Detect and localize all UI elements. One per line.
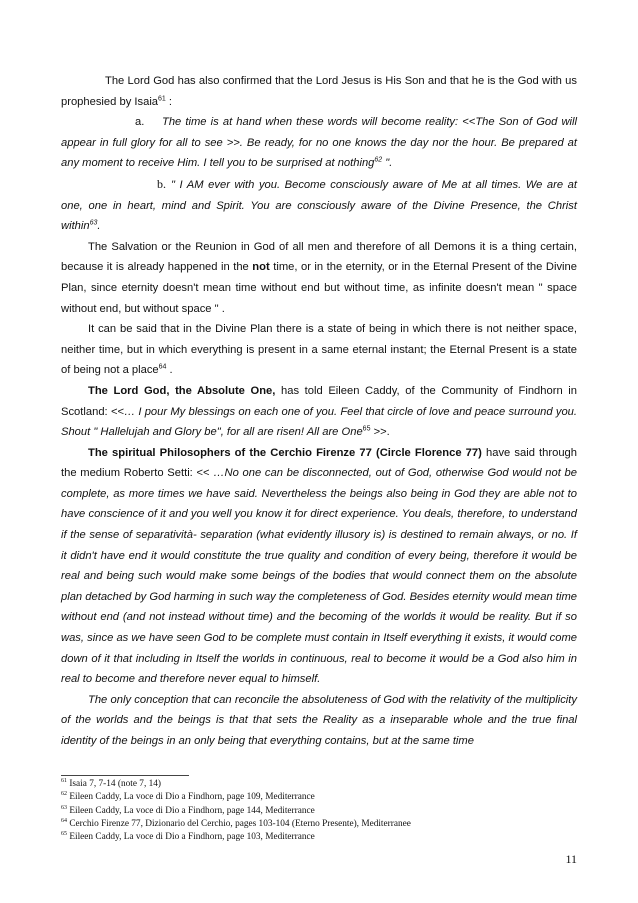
footnote-ref-64: 64 bbox=[158, 363, 167, 371]
quote-text: <<… I pour My blessings on each one of you. Feel that circle of love and peace surround you. Shout " Hallelujah and Glory be", for all are risen! All are One bbox=[61, 405, 577, 439]
footnote-text: Eileen Caddy, La voce di Dio a Findhorn, page 103, Mediterrance bbox=[69, 832, 315, 843]
footnotes bbox=[61, 778, 577, 844]
paragraph-text: time, or in the eternity, or in the Eternal Present of the Divine Plan, since eternity doesn't mean time without end but without time, as infinite doesn't mean " space without end, but without space " . bbox=[61, 261, 577, 315]
paragraph-only-conception bbox=[61, 690, 577, 752]
footnote-text: Cerchio Firenze 77, Dizionario del Cerchio, pages 103-104 (Eterno Presente), Mediterranee bbox=[69, 818, 411, 829]
footnote-number: 64 bbox=[61, 817, 67, 824]
punctuation: . bbox=[97, 220, 101, 233]
paragraph-lord-god-son bbox=[61, 71, 577, 112]
punctuation: ". bbox=[382, 157, 393, 170]
footnote-63 bbox=[61, 805, 577, 818]
footnote-number: 61 bbox=[61, 777, 67, 784]
paragraph-text: have said through the medium Roberto Setti: << bbox=[61, 446, 577, 480]
paragraph-text: The Lord God has also confirmed that the Lord Jesus is His Son and that he is the God with us prophesied by Isaia bbox=[61, 75, 577, 108]
footnote-65 bbox=[61, 831, 577, 844]
footnote-text: Isaia 7, 7-14 (note 7, 14) bbox=[69, 779, 161, 789]
punctuation: . bbox=[166, 364, 173, 377]
paragraph-absolute-one bbox=[61, 381, 577, 443]
footnote-number: 65 bbox=[61, 831, 67, 838]
paragraph-text: has told Eileen Caddy, of the Community of Findhorn in Scotland: bbox=[61, 384, 577, 418]
list-item-text: The time is at hand when these words will become reality: <<The Son of God will appear in full glory for all to see >>. Be ready, for no one knows the day nor the hour. Be prepared at any moment to receive Him. I tell you to be surprised at nothing bbox=[61, 116, 577, 170]
paragraph-text: It can be said that in the Divine Plan there is a state of being in which there is not neither space, neither time, but in which everything is present in a same eternal instant; the Eternal Present is a state of being not a place bbox=[61, 323, 577, 377]
quote-text: …No one can be disconnected, out of God, otherwise God would not be complete, as more times we have said. Nevertheless the beings also being in God they are able not to have conscience of it and you well you know it for direct experience. You deals, therefore, to understand if the sense of separatività- separation (what evidently illusory is) is destined to remain always, or no. If it didn't have end it would constitute the true quality and condition of every being, therefore it would be real and being such would make some beings of the bodies that would connect them on the absolute plan detached by God harming in such way the completeness of God. Besides eternity would mean time without end (and not instead without time) and the becoming of the worlds it would be reality. But if so was, since as we have seen God to be complete must contain in Itself everything it exists, it would come down of it that including in Itself the worlds in continuous, real to become it would be a God also him in real to become and therefore never equal to himself. bbox=[61, 467, 577, 686]
footnote-divider bbox=[61, 775, 189, 776]
bold-phrase: The spiritual Philosophers of the Cerchio Firenze 77 (Circle Florence 77) bbox=[88, 446, 482, 459]
footnote-text: Eileen Caddy, La voce di Dio a Findhorn, page 109, Mediterrance bbox=[69, 792, 315, 803]
footnote-61 bbox=[61, 778, 577, 791]
list-item-text: " I AM ever with you. Become consciously aware of Me at all times. We are at one, one in heart, mind and Spirit. You are consciously aware of the Divine Presence, the Christ within bbox=[61, 178, 577, 233]
bold-phrase: The Lord God, the Absolute One, bbox=[88, 384, 276, 397]
paragraph-salvation bbox=[61, 237, 577, 319]
list-label-a: a. bbox=[135, 116, 145, 129]
paragraph-text: The Salvation or the Reunion in God of all men and therefore of all Demons it is a thing certain, because it is already happened in the bbox=[61, 240, 577, 274]
list-item-a bbox=[61, 112, 577, 174]
bold-word: not bbox=[252, 261, 270, 274]
footnote-62 bbox=[61, 791, 577, 804]
list-label-b: b. bbox=[157, 176, 166, 191]
punctuation: >>. bbox=[373, 426, 390, 439]
footnote-ref-61: 61 bbox=[158, 94, 166, 102]
footnote-ref-63: 63 bbox=[89, 219, 98, 227]
footnote-ref-62: 62 bbox=[374, 156, 383, 164]
list-item-b bbox=[61, 174, 577, 237]
quote-text: The only conception that can reconcile the absoluteness of God with the relativity of the multiplicity of the worlds and the beings is that that sets the Reality as a inseparable whole and the true final identity of the beings in an only being that everything contains, but at the same time bbox=[61, 693, 577, 747]
footnote-64 bbox=[61, 818, 577, 831]
footnote-text: Eileen Caddy, La voce di Dio a Findhorn, page 144, Mediterrance bbox=[69, 805, 315, 816]
page-number: 11 bbox=[565, 852, 577, 866]
footnote-ref-65: 65 bbox=[362, 425, 371, 433]
punctuation: : bbox=[165, 95, 173, 108]
body-text bbox=[61, 71, 577, 752]
paragraph-cerchio-firenze bbox=[61, 443, 577, 690]
footnote-number: 62 bbox=[61, 791, 67, 798]
paragraph-divine-plan bbox=[61, 319, 577, 381]
footnote-number: 63 bbox=[61, 804, 67, 811]
